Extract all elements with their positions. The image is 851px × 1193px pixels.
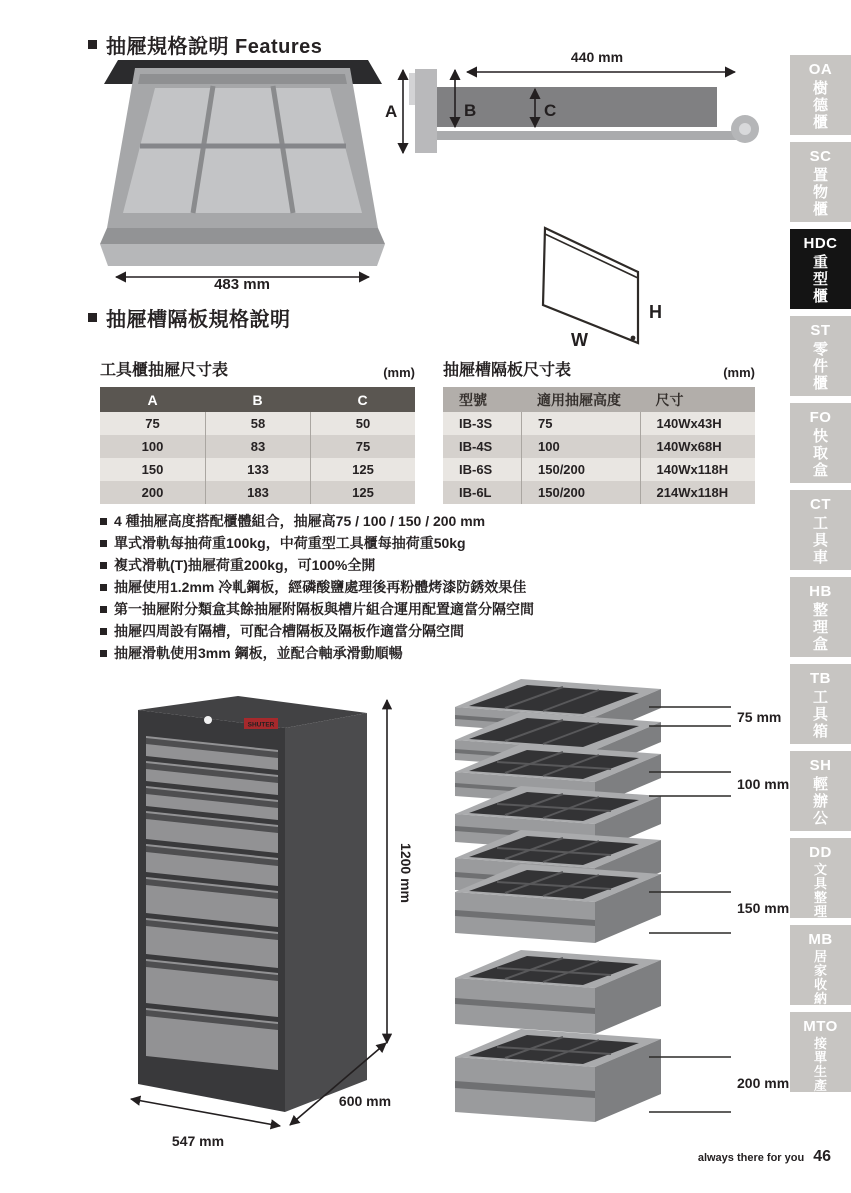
feature-item: 抽屜四周設有隔槽，可配合槽隔板及隔板作適當分隔空間 bbox=[100, 620, 580, 642]
drawer-stack-illustration bbox=[435, 690, 790, 1130]
panel-height-label: H bbox=[649, 302, 662, 322]
cell: 50 bbox=[310, 412, 415, 435]
cell: 150 bbox=[141, 462, 164, 477]
drawer-front-shape bbox=[100, 244, 385, 266]
cell: 75 bbox=[145, 416, 160, 431]
table-row bbox=[100, 435, 415, 458]
tab-label: 樹德櫃 bbox=[812, 80, 828, 131]
square-bullet-icon bbox=[88, 40, 97, 49]
tab-label: 快取盒 bbox=[812, 428, 828, 479]
tab-code: DD bbox=[809, 844, 832, 861]
square-bullet-icon bbox=[100, 518, 107, 525]
col-header: 尺寸 bbox=[655, 391, 684, 408]
cell: IB-6S bbox=[459, 462, 493, 477]
feature-list bbox=[100, 510, 580, 664]
tab-code: SH bbox=[809, 757, 832, 774]
dim-c-label: C bbox=[544, 101, 557, 120]
divider-size-table-title: 抽屜槽隔板尺寸表 bbox=[443, 362, 572, 379]
square-bullet-icon bbox=[100, 562, 107, 569]
tab-code: MB bbox=[808, 931, 833, 948]
drawer-backwall-shape bbox=[138, 74, 347, 84]
cell: 150/200 bbox=[521, 458, 640, 481]
cabinet-depth-label: 600 mm bbox=[338, 1093, 392, 1109]
cell: 183 bbox=[205, 481, 310, 504]
stack-height-labels bbox=[649, 707, 789, 1112]
drawer-width-label: 483 mm bbox=[214, 276, 270, 293]
sidebar-tab-sc[interactable] bbox=[790, 142, 851, 222]
sidebar-tab-sh[interactable] bbox=[790, 751, 851, 831]
cell: 125 bbox=[310, 481, 415, 504]
drawer-compartments-illustration bbox=[100, 58, 385, 293]
col-header: C bbox=[357, 391, 368, 408]
tab-code: MTO bbox=[803, 1018, 838, 1035]
sidebar-tab-oa[interactable] bbox=[790, 55, 851, 135]
drawer-size-table bbox=[100, 357, 415, 504]
divider-size-table-unit: (mm) bbox=[723, 365, 755, 380]
sidebar-tab-st[interactable] bbox=[790, 316, 851, 396]
table-row bbox=[100, 458, 415, 481]
tab-code: HDC bbox=[803, 235, 838, 252]
cell: 100 bbox=[141, 439, 164, 454]
feature-item: 複式滑軌(T)抽屜荷重200kg，可100%全開 bbox=[100, 554, 580, 576]
stacked-drawers bbox=[455, 679, 661, 1122]
roller-hub-shape bbox=[739, 123, 751, 135]
cabinet-height-label: 1200 mm bbox=[398, 843, 414, 903]
stack-label-200: 200 mm bbox=[737, 1075, 790, 1091]
cell: 150/200 bbox=[521, 481, 640, 504]
cabinet-illustration bbox=[120, 688, 425, 1153]
table-header-row bbox=[100, 387, 415, 412]
stack-label-100: 100 mm bbox=[737, 776, 790, 792]
tab-label: 工具車 bbox=[812, 515, 828, 566]
section2-title: 抽屜槽隔板規格說明 bbox=[106, 309, 291, 331]
cell: 75 bbox=[310, 435, 415, 458]
sidebar-tab-fo[interactable] bbox=[790, 403, 851, 483]
tab-code: TB bbox=[810, 670, 831, 687]
divider-size-table bbox=[443, 357, 755, 504]
cell: 140Wx43H bbox=[640, 412, 755, 435]
tab-code: HB bbox=[809, 583, 832, 600]
cell: 125 bbox=[310, 458, 415, 481]
cell: 83 bbox=[205, 435, 310, 458]
dim-a-label: A bbox=[385, 102, 398, 121]
cell: 100 bbox=[521, 435, 640, 458]
square-bullet-icon bbox=[100, 650, 107, 657]
dim-b-label: B bbox=[464, 101, 477, 120]
cell: IB-6L bbox=[459, 485, 492, 500]
depth-label: 440 mm bbox=[570, 49, 624, 65]
panel-width-label: W bbox=[571, 330, 588, 350]
table-row bbox=[443, 435, 755, 458]
table-row bbox=[443, 458, 755, 481]
cell: 214Wx118H bbox=[640, 481, 755, 504]
tab-label: 居家收納 bbox=[813, 949, 827, 1006]
table-row bbox=[443, 481, 755, 504]
sidebar-tab-hdc[interactable] bbox=[790, 229, 851, 309]
cell: IB-3S bbox=[459, 416, 493, 431]
cell: 58 bbox=[205, 412, 310, 435]
cell: 200 bbox=[141, 485, 164, 500]
drawer-body-shape bbox=[437, 87, 717, 127]
stack-label-150: 150 mm bbox=[737, 900, 790, 916]
drawer-front-panel-shape bbox=[415, 69, 437, 153]
page-number: 46 bbox=[813, 1148, 831, 1165]
tab-label: 工具箱 bbox=[812, 689, 828, 740]
square-bullet-icon bbox=[100, 628, 107, 635]
divider-panel-diagram bbox=[523, 208, 703, 353]
table-row bbox=[100, 412, 415, 435]
square-bullet-icon bbox=[100, 606, 107, 613]
cell: 140Wx118H bbox=[640, 458, 755, 481]
sidebar-tab-dd[interactable] bbox=[790, 838, 851, 918]
tab-code: OA bbox=[808, 61, 833, 78]
tab-label: 接單生產 bbox=[813, 1036, 827, 1093]
tab-label: 零件櫃 bbox=[812, 341, 828, 392]
cell: 133 bbox=[205, 458, 310, 481]
tab-label: 文具整理 bbox=[813, 862, 827, 919]
panel-outline-shape bbox=[543, 228, 638, 343]
sidebar-tab-hb[interactable] bbox=[790, 577, 851, 657]
tab-label: 輕辦公 bbox=[812, 776, 828, 827]
col-header: B bbox=[252, 391, 263, 408]
tab-label: 整理盒 bbox=[812, 602, 828, 653]
col-header: A bbox=[147, 391, 158, 408]
cell: IB-4S bbox=[459, 439, 493, 454]
sidebar-tab-tb[interactable] bbox=[790, 664, 851, 744]
page-footer bbox=[698, 1148, 831, 1166]
section2-heading bbox=[88, 303, 291, 332]
col-header: 適用抽屜高度 bbox=[537, 391, 621, 408]
footer-tagline: always there for you bbox=[697, 1152, 805, 1164]
section1-heading bbox=[88, 30, 322, 59]
feature-item: 抽屜使用1.2mm 冷軋鋼板，經磷酸鹽處理後再粉體烤漆防銹效果佳 bbox=[100, 576, 580, 598]
stack-label-75: 75 mm bbox=[737, 709, 782, 725]
drawer-floor-shape bbox=[123, 88, 362, 213]
tab-label: 重型櫃 bbox=[812, 254, 828, 305]
table-header-row bbox=[443, 387, 755, 412]
tab-code: CT bbox=[810, 496, 831, 513]
table-row bbox=[443, 412, 755, 435]
cell: 140Wx68H bbox=[640, 435, 755, 458]
slide-rail-shape bbox=[437, 131, 743, 140]
col-header: 型號 bbox=[459, 391, 487, 408]
feature-item: 4 種抽屜高度搭配櫃體組合，抽屜高75 / 100 / 150 / 200 mm bbox=[100, 510, 580, 532]
tab-code: SC bbox=[809, 148, 832, 165]
panel-dot bbox=[631, 336, 636, 341]
sidebar-tab-mb[interactable] bbox=[790, 925, 851, 1005]
square-bullet-icon bbox=[100, 540, 107, 547]
table-row bbox=[100, 481, 415, 504]
drawer-size-table-title: 工具櫃抽屜尺寸表 bbox=[100, 362, 229, 379]
feature-item: 單式滑軌每抽荷重100kg，中荷重型工具櫃每抽荷重50kg bbox=[100, 532, 580, 554]
square-bullet-icon bbox=[100, 584, 107, 591]
tab-label: 置物櫃 bbox=[812, 167, 828, 218]
feature-item: 第一抽屜附分類盒其餘抽屜附隔板與槽片組合運用配置適當分隔空間 bbox=[100, 598, 580, 620]
square-bullet-icon bbox=[88, 313, 97, 322]
cabinet-width-label: 547 mm bbox=[171, 1133, 225, 1149]
sidebar-tab-mto[interactable] bbox=[790, 1012, 851, 1092]
sidebar-tab-ct[interactable] bbox=[790, 490, 851, 570]
cell: 75 bbox=[521, 412, 640, 435]
lock-icon bbox=[204, 716, 212, 724]
tab-code: ST bbox=[810, 322, 831, 339]
feature-item: 抽屜滑軌使用3mm 鋼板，並配合軸承滑動順暢 bbox=[100, 642, 580, 664]
drawer-size-table-unit: (mm) bbox=[383, 365, 415, 380]
cabinet-side-shape bbox=[285, 713, 367, 1112]
drawer-front-top-shape bbox=[100, 228, 385, 244]
brand-logo-text: SHUTER bbox=[247, 721, 275, 729]
tab-code: FO bbox=[809, 409, 832, 426]
section1-title: 抽屜規格說明 Features bbox=[106, 36, 323, 58]
drawer-side-view-diagram bbox=[385, 45, 760, 160]
